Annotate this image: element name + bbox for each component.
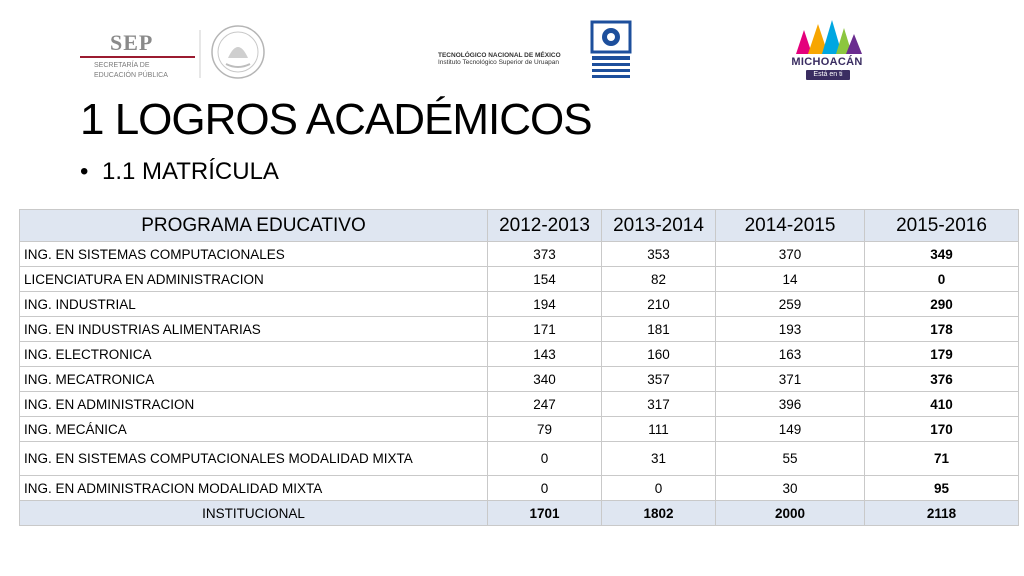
value-cell: 170	[865, 417, 1019, 442]
value-cell: 259	[716, 292, 865, 317]
table-row	[20, 292, 1019, 317]
header-2015-2016: 2015-2016	[865, 210, 1019, 242]
enrollment-table	[19, 209, 1019, 526]
value-cell: 290	[865, 292, 1019, 317]
value-cell: 373	[488, 242, 602, 267]
value-cell: 14	[716, 267, 865, 292]
value-cell: 95	[865, 476, 1019, 501]
program-cell: ING. MECATRONICA	[20, 367, 488, 392]
bullet-icon: •	[80, 158, 89, 185]
value-cell: 353	[602, 242, 716, 267]
value-cell: 178	[865, 317, 1019, 342]
value-cell: 0	[488, 442, 602, 476]
value-cell: 340	[488, 367, 602, 392]
table-header-row	[20, 210, 1019, 242]
iti-logo-icon	[588, 18, 634, 80]
value-cell: 111	[602, 417, 716, 442]
value-cell: 160	[602, 342, 716, 367]
michoacan-logo	[782, 18, 872, 80]
enrollment-table-wrapper	[19, 209, 1019, 526]
value-cell: 0	[488, 476, 602, 501]
header-program: PROGRAMA EDUCATIVO	[20, 210, 488, 242]
section-subtitle	[80, 156, 279, 188]
sep-line2: EDUCACIÓN PÚBLICA	[94, 72, 168, 79]
value-cell: 171	[488, 317, 602, 342]
sep-logo	[80, 22, 200, 82]
table-total-row	[20, 501, 1019, 526]
program-cell: ING. EN SISTEMAS COMPUTACIONALES MODALIDAD MIXTA	[20, 442, 488, 476]
program-cell: ING. EN SISTEMAS COMPUTACIONALES	[20, 242, 488, 267]
value-cell: 0	[602, 476, 716, 501]
value-cell: 370	[716, 242, 865, 267]
value-cell: 31	[602, 442, 716, 476]
value-cell: 317	[602, 392, 716, 417]
value-cell: 410	[865, 392, 1019, 417]
program-cell: LICENCIATURA EN ADMINISTRACION	[20, 267, 488, 292]
value-cell: 396	[716, 392, 865, 417]
total-value-cell: 1701	[488, 501, 602, 526]
program-cell: ING. EN ADMINISTRACION MODALIDAD MIXTA	[20, 476, 488, 501]
table-row	[20, 476, 1019, 501]
total-value-cell: 2118	[865, 501, 1019, 526]
value-cell: 247	[488, 392, 602, 417]
table-row	[20, 242, 1019, 267]
table-row	[20, 392, 1019, 417]
program-cell: ING. EN INDUSTRIAS ALIMENTARIAS	[20, 317, 488, 342]
sep-abbr: SEP	[110, 30, 154, 55]
tecnm-logo	[438, 52, 563, 66]
value-cell: 154	[488, 267, 602, 292]
value-cell: 371	[716, 367, 865, 392]
mexico-seal-icon	[196, 22, 268, 82]
page-title: 1 LOGROS ACADÉMICOS	[80, 95, 592, 144]
value-cell: 210	[602, 292, 716, 317]
tecnm-line2: Instituto Tecnológico Superior de Uruapan	[438, 59, 559, 66]
michoacan-tagline: Está en ti	[806, 70, 850, 80]
sep-line1: SECRETARÍA DE	[94, 62, 150, 69]
value-cell: 55	[716, 442, 865, 476]
logo-bar	[0, 0, 1024, 90]
michoacan-crown-icon	[782, 18, 872, 56]
value-cell: 194	[488, 292, 602, 317]
value-cell: 181	[602, 317, 716, 342]
value-cell: 71	[865, 442, 1019, 476]
total-value-cell: 2000	[716, 501, 865, 526]
table-row	[20, 442, 1019, 476]
header-2013-2014: 2013-2014	[602, 210, 716, 242]
table-row	[20, 267, 1019, 292]
value-cell: 357	[602, 367, 716, 392]
total-value-cell: 1802	[602, 501, 716, 526]
table-row	[20, 317, 1019, 342]
table-row	[20, 367, 1019, 392]
sep-divider	[80, 56, 195, 58]
tecnm-line1: TECNOLÓGICO NACIONAL DE MÉXICO	[438, 52, 561, 59]
value-cell: 163	[716, 342, 865, 367]
value-cell: 179	[865, 342, 1019, 367]
header-2012-2013: 2012-2013	[488, 210, 602, 242]
program-cell: ING. EN ADMINISTRACION	[20, 392, 488, 417]
total-label-cell: INSTITUCIONAL	[20, 501, 488, 526]
program-cell: ING. INDUSTRIAL	[20, 292, 488, 317]
table-row	[20, 342, 1019, 367]
table-row	[20, 417, 1019, 442]
value-cell: 82	[602, 267, 716, 292]
header-2014-2015: 2014-2015	[716, 210, 865, 242]
michoacan-name: MICHOACÁN	[791, 56, 863, 68]
value-cell: 30	[716, 476, 865, 501]
value-cell: 376	[865, 367, 1019, 392]
value-cell: 0	[865, 267, 1019, 292]
value-cell: 143	[488, 342, 602, 367]
value-cell: 79	[488, 417, 602, 442]
subtitle-text: 1.1 MATRÍCULA	[102, 158, 279, 185]
program-cell: ING. ELECTRONICA	[20, 342, 488, 367]
value-cell: 193	[716, 317, 865, 342]
value-cell: 149	[716, 417, 865, 442]
value-cell: 349	[865, 242, 1019, 267]
program-cell: ING. MECÁNICA	[20, 417, 488, 442]
